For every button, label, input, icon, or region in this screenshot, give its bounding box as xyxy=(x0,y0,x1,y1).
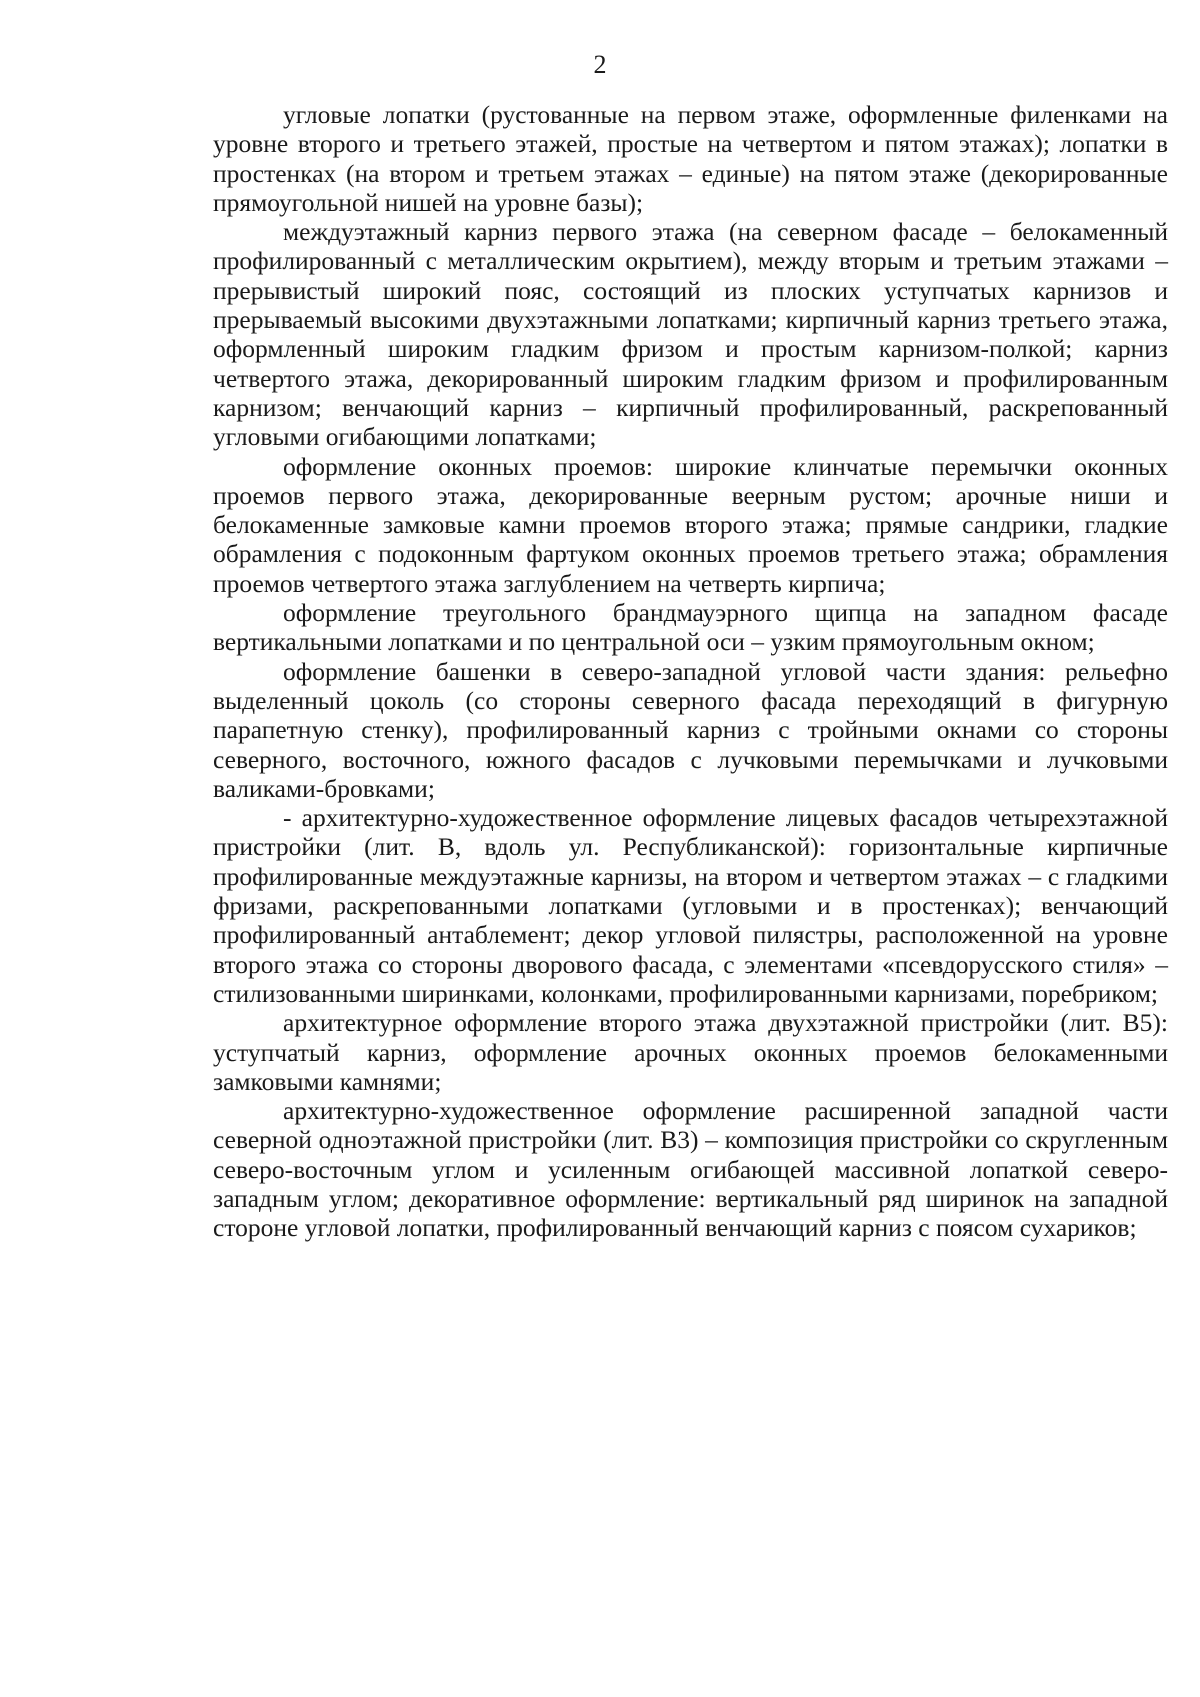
page-number: 2 xyxy=(593,50,607,79)
paragraph-one-storey-annex: архитектурно-художественное оформление расширенной западной части северной одноэтажной пристройки (лит. В3) – композиция пристройки со скругленным северо-восточным углом и усиленным огибающей массивной лопаткой северо-западным углом; декоративное оформление: вертикальный ряд ширинок на западной стороне угловой лопатки, профилированный венчающий карниз с поясом сухариков; xyxy=(213,1096,1168,1243)
paragraph-two-storey-annex: архитектурное оформление второго этажа двухэтажной пристройки (лит. В5): уступчатый карниз, оформление арочных оконных проемов белокаменными замковыми камнями; xyxy=(213,1008,1168,1096)
paragraph-four-storey-annex: - архитектурно-художественное оформление лицевых фасадов четырехэтажной пристройки (лит. В, вдоль ул. Республиканской): горизонтальные кирпичные профилированные междуэтажные карнизы, на втором и четвертом этажах – с гладкими фризами, раскрепованными лопатками (угловыми и в простенках); венчающий профилированный антаблемент; декор угловой пилястры, расположенной на уровне второго этажа со стороны дворового фасада, с элементами «псевдорусского стиля» – стилизованными ширинками, колонками, профилированными карнизами, поребриком; xyxy=(213,803,1168,1008)
paragraph-corner-pilasters: угловые лопатки (рустованные на первом этаже, оформленные филенками на уровне второго и третьего этажей, простые на четвертом и пятом этажах); лопатки в простенках (на втором и третьем этажах – единые) на пятом этаже (декорированные прямоугольной нишей на уровне базы); xyxy=(213,100,1168,217)
paragraph-cornices: междуэтажный карниз первого этажа (на северном фасаде – белокаменный профилированный с металлическим окрытием), между вторым и третьим этажами – прерывистый широкий пояс, состоящий из плоских уступчатых карнизов и прерываемый высокими двухэтажными лопатками; кирпичный карниз третьего этажа, оформленный широким гладким фризом и простым карнизом-полкой; карниз четвертого этажа, декорированный широким гладким фризом и профилированным карнизом; венчающий карниз – кирпичный профилированный, раскрепованный угловыми огибающими лопатками; xyxy=(213,217,1168,452)
paragraph-turret: оформление башенки в северо-западной угловой части здания: рельефно выделенный цоколь (со стороны северного фасада переходящий в фигурную парапетную стенку), профилированный карниз с тройными окнами со стороны северного, восточного, южного фасадов с лучковыми перемычками и лучковыми валиками-бровками; xyxy=(213,656,1168,803)
document-body xyxy=(213,100,1168,1243)
paragraph-firewall-gable: оформление треугольного брандмауэрного щипца на западном фасаде вертикальными лопатками и по центральной оси – узким прямоугольным окном; xyxy=(213,598,1168,657)
paragraph-window-openings: оформление оконных проемов: широкие клинчатые перемычки оконных проемов первого этажа, декорированные веерным рустом; арочные ниши и белокаменные замковые камни проемов второго этажа; прямые сандрики, гладкие обрамления с подоконным фартуком оконных проемов третьего этажа; обрамления проемов четвертого этажа заглублением на четверть кирпича; xyxy=(213,451,1168,598)
